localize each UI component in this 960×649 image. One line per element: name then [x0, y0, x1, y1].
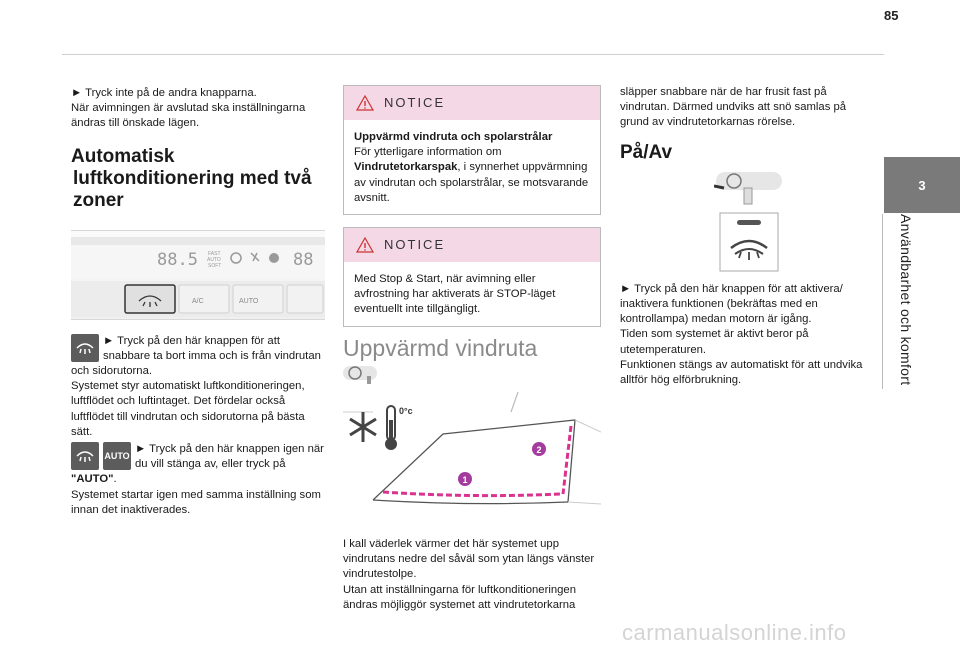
para2-end: . [113, 473, 117, 486]
chapter-number: 3 [918, 177, 926, 193]
para-deactivate [71, 442, 326, 518]
notice1-bold-heading: Uppvärmd vindruta och spolarstrålar [354, 131, 553, 143]
windshield-illustration [343, 392, 601, 522]
notice-title-2: NOTICE [384, 237, 446, 253]
heated-windscreen-heading: Uppvärmd vindruta [343, 334, 538, 361]
heading-line-1: Automatisk [71, 145, 175, 167]
chapter-tab[interactable] [884, 157, 960, 213]
warning-icon [356, 237, 374, 253]
climate-panel-illustration [71, 230, 325, 320]
defrost-button-highlight [125, 285, 175, 313]
auto-button-icon: AUTO [103, 442, 131, 470]
stalk-icon [714, 166, 784, 206]
intro-text: När avimningen är avslutad ska inställningarna ändras till önskade lägen. [71, 102, 306, 130]
notice1-text-a: För ytterligare information om [354, 146, 502, 159]
callout-1-label: 1 [462, 474, 468, 485]
defrost-button-icon [71, 334, 99, 362]
panel-display-right: 88 [293, 249, 314, 270]
notice1-text-b: , i synnerhet uppvärmning av vindrutan och spolarstrålar, se motsvarande avsnitt. [354, 161, 589, 204]
notice-box-1 [343, 85, 601, 215]
heading-line-3: zoner [73, 189, 124, 211]
heading-line-2: luftkonditionering med två [73, 167, 312, 189]
panel-fast-label: FAST [208, 250, 221, 257]
continuation-text: släpper snabbare när de har frusit fast på vindrutan. Därmed undviks att snö samlas på grund av vindrutetorkarnas rörelse. [620, 86, 847, 129]
para2-auto: "AUTO" [71, 473, 114, 486]
para-defrost [71, 334, 326, 440]
panel-display-left: 88.5 [157, 249, 198, 270]
section-heading-auto-ac [71, 146, 326, 212]
ac-button-label: A/C [192, 297, 204, 305]
top-divider [62, 54, 884, 55]
page-number: 85 [884, 8, 899, 23]
column-right [620, 85, 878, 388]
notice-header-1 [344, 86, 600, 120]
column-left [71, 86, 326, 518]
fan-icon [269, 253, 279, 263]
para2-bullet: ► Tryck på den här knappen igen när du vill stänga av, eller tryck på [135, 443, 324, 471]
snowflake-icon [350, 412, 376, 442]
notice1-bold-ref: Vindrutetorkarspak [354, 161, 458, 174]
notice-header-2 [344, 228, 600, 262]
notice-box-2 [343, 227, 601, 327]
chapter-title: Användbarhet och komfort [898, 214, 914, 386]
panel-soft-label: SOFT [208, 262, 222, 269]
warning-icon [356, 95, 374, 111]
heated-windscreen-button-icon[interactable] [719, 212, 779, 272]
footer-watermark: carmanualsonline.info [622, 620, 847, 645]
on-off-heading: På/Av [620, 141, 673, 163]
on-off-text-2: Funktionen stängs av automatiskt för att undvika alltför hög elförbrukning. [620, 358, 863, 387]
defrost-button-icon-2 [71, 442, 99, 470]
column-middle [343, 85, 601, 613]
on-off-bullet: ► Tryck på den här knappen för att aktivera/ inaktivera funktionen (bekräftas med en kontrollampa) medan motorn är igång. [620, 282, 843, 326]
para1-bullet: ► Tryck på den här knappen för att snabbare ta bort imma och is från vindrutan och sidorutorna. [71, 334, 321, 378]
sidebar-divider [882, 214, 883, 389]
heated-windscreen-body-2: Utan att inställningarna för luftkonditioneringen ändras möjliggör systemet att vindrutetorkarna [343, 583, 576, 611]
on-off-text-1: Tiden som systemet är aktivt beror på utetemperaturen. [620, 328, 809, 356]
temperature-label: 0°c [399, 405, 413, 416]
panel-auto-label: AUTO [207, 256, 221, 263]
notice-title-1: NOTICE [384, 95, 446, 111]
intro-bullet: ► Tryck inte på de andra knapparna. [71, 87, 257, 99]
notice2-text: Med Stop & Start, när avimning eller avfrostning har aktiverats är STOP-läget eventuellt inte tillgängligt. [354, 273, 556, 316]
para1-text: Systemet styr automatiskt luftkonditioneringen, luftflödet och luftintaget. Det fördelar också luftflödet till vindrutan och sidorutorna på bästa sätt. [71, 380, 305, 438]
para2-text: Systemet startar igen med samma inställning som innan det inaktiverades. [71, 488, 321, 516]
climate-panel-svg [71, 231, 325, 321]
heating-zone-lower [383, 492, 561, 496]
steering-wheel-icon [343, 362, 377, 384]
auto-button-label: AUTO [239, 297, 259, 305]
callout-2-label: 2 [536, 444, 542, 455]
heated-windscreen-body: I kall väderlek värmer det här systemet upp vindrutans nedre del såväl som ytan längs vänster vindrutestolpe. [343, 538, 595, 581]
